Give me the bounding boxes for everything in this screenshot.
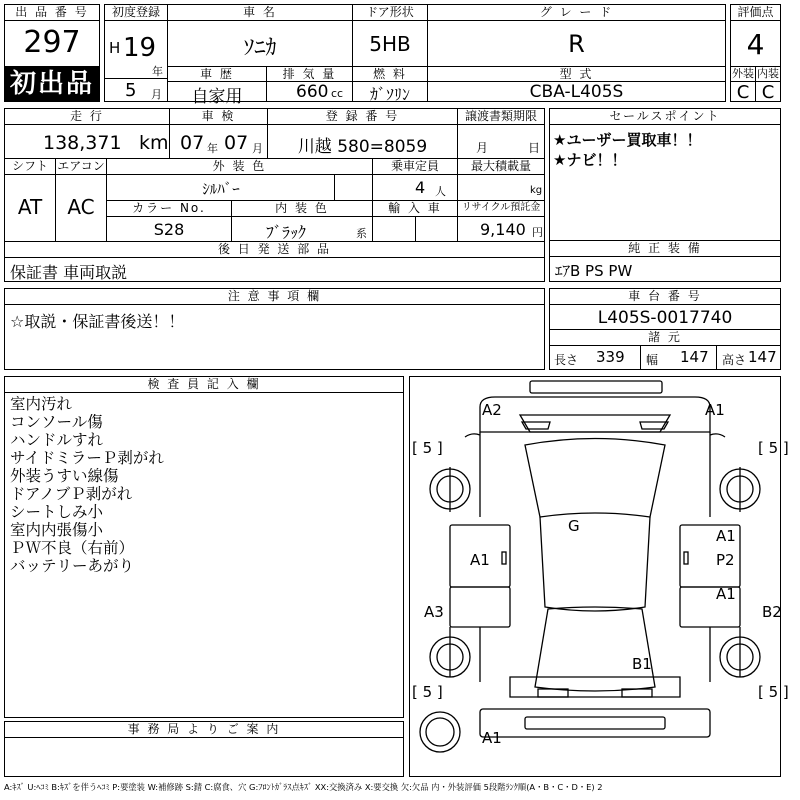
inspector-item-5: 外装うすい線傷 [10,467,119,485]
mark-right-front-door-b: P2 [716,551,735,569]
capacity: 4 [415,178,426,197]
interior-score: C [761,82,775,103]
model-code-label: 型 式 [427,66,726,82]
interior-score-cell [755,81,781,102]
ac-label: エアコン [55,158,107,175]
color-no-cell [106,216,232,242]
first-reg-month: 5 [125,80,137,101]
specs-cell [549,345,781,370]
chassis-cell [549,304,781,330]
exterior-score-cell [730,81,756,102]
first-reg-year-cell [104,20,168,79]
max-load-label: 最大積載量 [457,158,545,175]
mark-front-right: A1 [705,401,725,419]
notes: ☆取説・保証書後送！！ [10,312,185,331]
mark-tire-rl: [ 5 ] [412,683,443,701]
plate: 川越 580=8059 [297,137,428,157]
height-label: 高さ [722,353,747,367]
int-color: ﾌﾞﾗｯｸ [266,223,307,242]
notes-label: 注 意 事 項 欄 [4,288,545,305]
mark-tire-rr: [ 5 ] [758,683,789,701]
month-unit: 月 [151,88,162,101]
capacity-unit: 人 [435,185,446,198]
inspection-label: 車 検 [169,108,268,125]
inspector-item-9: ＰＷ不良（右前） [10,539,135,557]
lot-number-label: 出 品 番 号 [4,4,100,21]
mileage-label: 走 行 [4,108,170,125]
sales-points-label: セールスポイント [549,108,781,125]
first-listing-badge: 初出品 [4,66,100,102]
mark-left-door: A1 [470,551,490,569]
capacity-cell [372,174,458,201]
inspector-item-2: コンソール傷 [10,413,103,431]
color-no-label: カラー No. [106,200,232,217]
mark-windshield: G [568,517,580,535]
recycle: 9,140 [480,220,526,239]
sales-points-cell [549,124,781,241]
mileage: 138,371 [43,132,122,154]
ext-color: ｼﾙﾊﾞｰ [202,180,240,198]
shift-cell [4,174,56,242]
later-parts-cell [4,257,545,282]
sales-point-2: ★ナビ！！ [553,151,627,169]
recycle-unit: 円 [532,226,543,239]
shift-label: シフト [4,158,56,175]
later-parts: 保証書 車両取説 [10,263,128,282]
displacement: 660 [296,82,329,102]
door-type: 5HB [369,32,411,56]
score-cell [730,20,781,67]
mark-right-front-door-a: A1 [716,527,736,545]
header-section [4,4,781,107]
transfer-label: 譲渡書類期限 [457,108,545,125]
equipment-label: 純 正 装 備 [549,240,781,257]
mark-left-rear-fender: A3 [424,603,444,621]
color-no: S28 [153,220,185,239]
car-diagram [409,376,789,777]
inspector-item-10: バッテリーあがり [10,557,135,575]
height: 147 [748,348,777,366]
specs-label: 諸 元 [549,329,781,346]
mark-front-left: A2 [482,401,502,419]
inspector-item-8: 室内内張傷小 [10,521,104,539]
fuel: ｶﾞｿﾘﾝ [369,85,410,104]
grade-label: グ レ ー ド [427,4,726,21]
transfer-month-unit: 月 [476,141,489,155]
notes-cell [4,304,545,370]
specs-divider-2 [716,346,717,369]
displacement-cell [266,81,353,102]
width: 147 [680,348,709,366]
interior-label: 内装 [757,67,779,80]
equipment: ｴｱB PS PW [555,262,633,280]
history: 自家用 [191,87,243,107]
max-load-unit: kg [530,185,543,196]
lot-number: 297 [23,25,81,60]
inspection-cell [169,124,268,159]
plate-label: 登 録 番 号 [267,108,458,125]
history-cell [167,81,267,107]
ac: AC [67,195,95,219]
ext-color-divider [334,175,335,200]
sales-point-1: ★ユーザー買取車！！ [553,131,702,149]
model-code: CBA-L405S [529,82,624,102]
max-load-cell [457,174,545,201]
door-type-label: ドア形状 [352,4,428,21]
inspector-item-4: サイドミラーＰ剥がれ [10,449,164,467]
length-label: 長さ [554,353,579,367]
door-type-cell [352,20,428,67]
grade-cell [427,20,726,67]
inspection-month-unit: 月 [252,142,263,155]
int-color-label: 内 装 色 [231,200,373,217]
car-name-cell [167,20,353,67]
mark-tire-fl: [ 5 ] [412,439,443,457]
office-cell [4,737,404,777]
details-section [4,108,545,282]
ext-color-cell [106,174,373,201]
history-label: 車 歴 [167,66,267,82]
transfer-cell [457,124,545,159]
length: 339 [596,348,625,366]
ac-cell [55,174,107,242]
mark-rear-glass: B1 [632,655,652,673]
score: 4 [746,28,765,61]
office-label: 事 務 局 よ り ご 案 内 [4,721,404,738]
recycle-cell [457,216,545,242]
mileage-cell [4,124,170,159]
int-color-cell [231,216,373,242]
first-reg-month-cell [104,78,168,102]
inspector-item-7: シートしみ小 [10,503,104,521]
car-name-label: 車 名 [167,4,353,21]
chassis-label: 車 台 番 号 [549,288,781,305]
shift: AT [17,195,43,219]
recycle-label: リサイクル預託金 [457,200,545,217]
equipment-cell [549,256,781,282]
capacity-label: 乗車定員 [372,158,458,175]
car-name: ｿﾆｶ [243,36,277,61]
year-unit: 年 [152,65,163,78]
score-label: 評価点 [730,4,781,21]
inspection-year-unit: 年 [207,142,218,155]
width-label: 幅 [646,353,659,367]
mark-tire-fr: [ 5 ] [758,439,789,457]
mark-spare: A1 [482,729,502,747]
exterior-label: 外装 [732,67,754,80]
mileage-unit: km [139,132,169,154]
exterior-score: C [736,82,750,103]
import-label: 輸 入 車 [372,200,458,217]
inspector-cell [4,392,404,718]
era-letter: H [109,39,121,57]
first-reg-year: 19 [123,33,157,63]
chassis-number: L405S-0017740 [597,308,733,328]
mark-right-rear-door: A1 [716,585,736,603]
fuel-cell [352,81,428,102]
plate-cell [267,124,458,159]
import-cell [372,216,458,242]
inspection-month: 07 [224,132,249,154]
inspector-item-3: ハンドルすれ [10,431,104,449]
ext-color-label: 外 装 色 [106,158,373,175]
model-code-cell [427,81,726,102]
inspector-item-1: 室内汚れ [10,395,73,413]
car-diagram-svg [410,377,780,776]
displacement-label: 排 気 量 [266,66,353,82]
grade: R [568,30,585,58]
first-reg-label: 初度登録 [104,4,168,21]
import-divider [415,217,416,241]
transfer-day-unit: 日 [528,141,541,155]
specs-divider-1 [640,346,641,369]
inspector-item-6: ドアノブＰ剥がれ [10,485,133,503]
displacement-unit: cc [331,87,344,100]
fuel-label: 燃 料 [352,66,428,82]
legend: A:ｷｽﾞ U:ﾍｺﾐ B:ｷｽﾞを伴うﾍｺﾐ P:要塗装 W:補修跡 S:錆 C:腐食、穴 G:ﾌﾛﾝﾄｶﾞﾗｽ点ｷｽﾞ XX:交換済み X:要交換 欠:欠品 内・外装評価 5段階ﾗﾝｸ順(A・B・C・D・E) 2 [4,782,603,792]
int-color-unit: 系 [356,227,367,240]
mark-right-rear-fender: B2 [762,603,782,621]
lot-number-cell [4,20,100,67]
inspector-label: 検 査 員 記 入 欄 [4,376,404,393]
inspection-year: 07 [180,132,205,154]
later-parts-label: 後 日 発 送 部 品 [4,241,545,258]
